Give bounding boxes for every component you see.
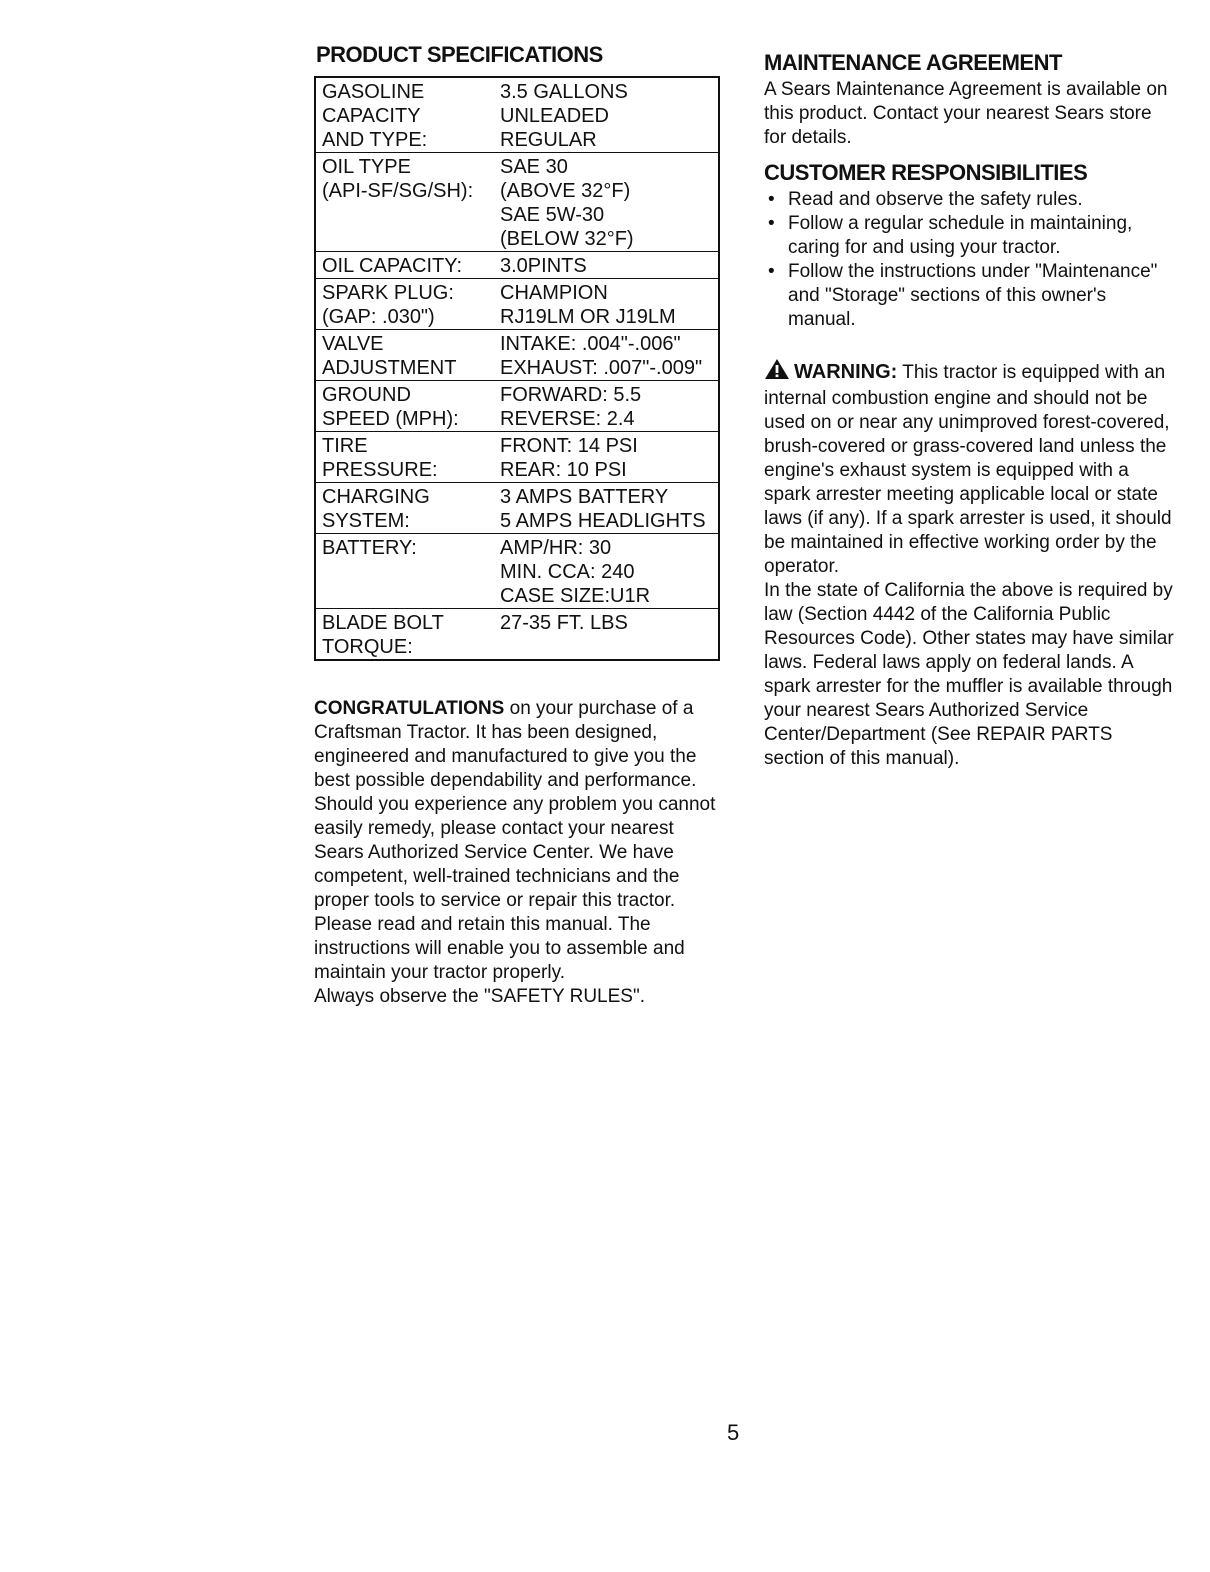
customer-responsibilities-heading: CUSTOMER RESPONSIBILITIES <box>764 160 1088 185</box>
congratulations-section <box>314 697 724 1009</box>
spec-label: GASOLINE CAPACITY AND TYPE: <box>322 81 428 151</box>
maintenance-agreement-text: A Sears Maintenance Agreement is available on this product. Contact your nearest Sears store for details. <box>764 79 1168 148</box>
california-paragraph: In the state of California the above is required by law (Section 4442 of the California Public Resources Code). Other states may have similar laws. Federal laws apply on federal lands. A spark arrester for the muffler is available through your nearest Sears Authorized Service Center/Department (See REPAIR PARTS section of this manual). <box>764 580 1174 769</box>
spec-label: BATTERY: <box>322 537 417 559</box>
table-row <box>315 381 719 432</box>
congratulations-text: on your purchase of a Craftsman Tractor. It has been designed, engineered and manufactured to give you the best possible dependability and performance. <box>314 698 697 791</box>
spec-value: 3 AMPS BATTERY 5 AMPS HEADLIGHTS <box>500 486 706 532</box>
spec-label: TIRE PRESSURE: <box>322 435 438 481</box>
page-number: 5 <box>727 1420 740 1445</box>
spec-value: INTAKE: .004"-.006" EXHAUST: .007"-.009" <box>500 333 703 379</box>
specifications-table <box>314 76 720 661</box>
spec-value: 27-35 FT. LBS <box>500 612 628 634</box>
spec-value: FRONT: 14 PSI REAR: 10 PSI <box>500 435 638 481</box>
warning-paragraph <box>764 358 1174 579</box>
spec-value: CHAMPION RJ19LM OR J19LM <box>500 282 676 328</box>
table-row <box>315 153 719 252</box>
spec-value: AMP/HR: 30 MIN. CCA: 240 CASE SIZE:U1R <box>500 537 651 607</box>
maintenance-agreement-heading: MAINTENANCE AGREEMENT <box>764 50 1062 75</box>
spec-label: GROUND SPEED (MPH): <box>322 384 459 430</box>
safety-rules-paragraph: Always observe the "SAFETY RULES". <box>314 986 645 1007</box>
table-row <box>315 252 719 279</box>
responsibilities-list <box>764 188 1174 332</box>
spec-label: CHARGING SYSTEM: <box>322 486 430 532</box>
table-row <box>315 279 719 330</box>
spec-label: OIL TYPE (API-SF/SG/SH): <box>322 156 474 202</box>
list-item: • Follow the instructions under "Maintenance" and "Storage" sections of this owner's manual. <box>764 260 1174 332</box>
spec-value: 3.0PINTS <box>500 255 587 277</box>
spec-label: SPARK PLUG: (GAP: .030") <box>322 282 454 328</box>
warning-section <box>764 358 1174 771</box>
table-row <box>315 483 719 534</box>
congratulations-paragraph <box>314 697 724 793</box>
table-row <box>315 330 719 381</box>
warning-label: WARNING: <box>794 361 898 383</box>
table-row <box>315 534 719 609</box>
warning-triangle-icon <box>764 358 790 387</box>
spec-value: 3.5 GALLONS UNLEADED REGULAR <box>500 81 628 151</box>
spec-label: BLADE BOLT TORQUE: <box>322 612 444 658</box>
congratulations-lead: CONGRATULATIONS <box>314 698 505 719</box>
table-row <box>315 432 719 483</box>
table-row <box>315 77 719 153</box>
spec-label: VALVE ADJUSTMENT <box>322 333 457 379</box>
spec-value: FORWARD: 5.5 REVERSE: 2.4 <box>500 384 642 430</box>
service-paragraph: Should you experience any problem you cannot easily remedy, please contact your nearest Sears Authorized Service Center. We have competent, well-trained technicians and the proper tools to service or repair this tractor. <box>314 794 716 911</box>
product-specifications-heading: PRODUCT SPECIFICATIONS <box>316 42 603 67</box>
right-column <box>764 50 1174 771</box>
list-item: • Read and observe the safety rules. <box>764 188 1174 212</box>
table-row <box>315 609 719 661</box>
warning-text: This tractor is equipped with an internal combustion engine and should not be used on or near any unimproved forest-covered, brush-covered or grass-covered land unless the engine's exhaust system is equipped with a spark arrester meeting applicable local or state laws (if any). If a spark arrester is used, it should be maintained in effective working order by the operator. <box>764 362 1172 577</box>
spec-label: OIL CAPACITY: <box>322 255 463 277</box>
list-item: • Follow a regular schedule in maintaining, caring for and using your tractor. <box>764 212 1174 260</box>
left-column <box>314 42 724 1009</box>
spec-value: SAE 30 (ABOVE 32°F) SAE 5W-30 (BELOW 32°F) <box>500 156 634 250</box>
manual-paragraph: Please read and retain this manual. The instructions will enable you to assemble and maintain your tractor properly. <box>314 914 685 983</box>
